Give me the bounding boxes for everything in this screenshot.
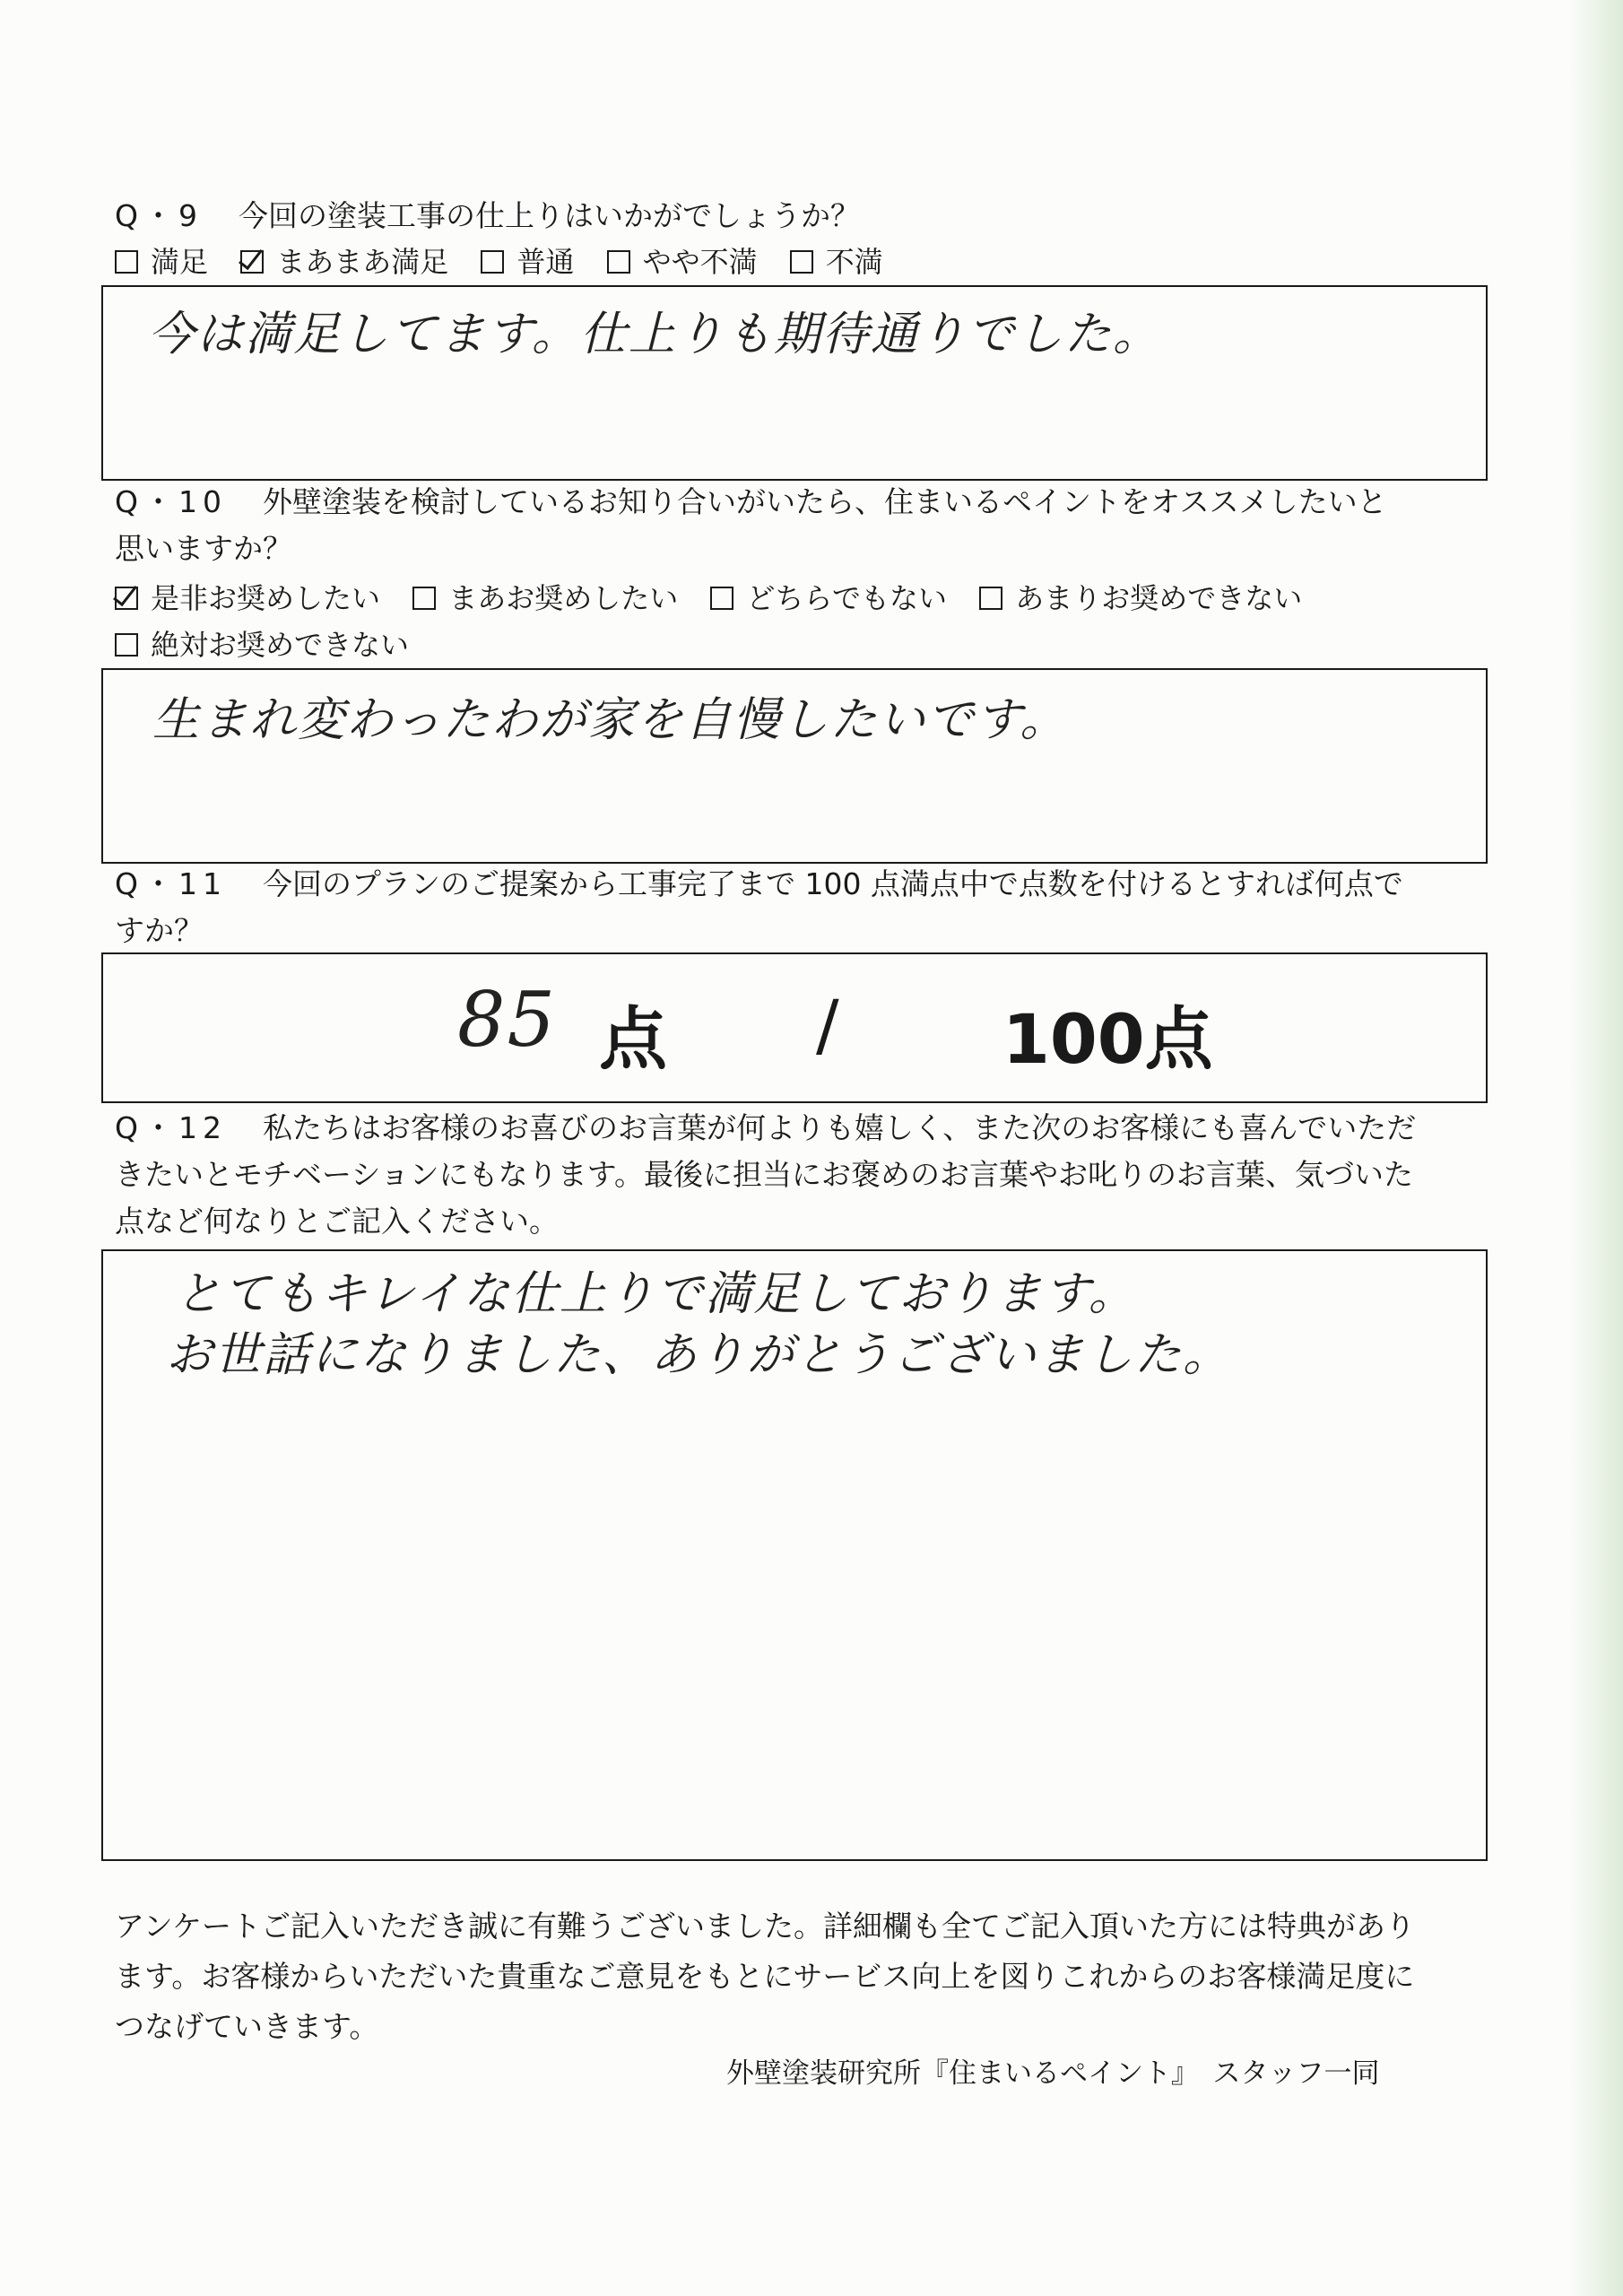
- q10-options-row2: [115, 622, 432, 670]
- q11-text-line2: すか？: [115, 913, 204, 948]
- q10-text-line2: 思いますか？: [115, 531, 292, 566]
- q9-number: Q・9: [115, 198, 203, 233]
- q9-options: [115, 239, 907, 287]
- checkbox[interactable]: [979, 587, 1002, 610]
- checkbox[interactable]: [115, 633, 138, 657]
- q10-option-1[interactable]: 是非お奨めしたい: [115, 575, 380, 622]
- q12-number: Q・12: [115, 1110, 227, 1145]
- q9-option-2[interactable]: まあまあ満足: [240, 239, 448, 285]
- closing-line2: ます。お客様からいただいた貴重なご意見をもとにサービス向上を図りこれからのお客様満足度に: [115, 1959, 1415, 1994]
- q9-option-5[interactable]: 不満: [790, 239, 883, 285]
- q10-text-line1: 外壁塗装を検討しているお知り合いがいたら、住まいるペイントをオススメしたいと: [262, 484, 1387, 519]
- q12-text-line2: きたいとモチベーションにもなります。最後に担当にお褒めのお言葉やお叱りのお言葉、気づいた: [115, 1157, 1414, 1192]
- q12-question-cont2: [115, 1198, 559, 1245]
- q10-option-5[interactable]: 絶対お奨めできない: [115, 622, 409, 668]
- checkbox[interactable]: [115, 250, 138, 274]
- q11-question: [115, 861, 1403, 908]
- paper-edge: [1569, 0, 1623, 2296]
- q11-number: Q・11: [115, 866, 227, 901]
- q11-score-box[interactable]: [101, 952, 1488, 1103]
- checkbox[interactable]: [481, 250, 504, 274]
- q10-question: [115, 479, 1387, 526]
- checkbox[interactable]: [790, 250, 813, 274]
- bleed-through-text: [1193, 1866, 1218, 1901]
- q11-question-cont: [115, 908, 204, 954]
- q9-text: 今回の塗装工事の仕上りはいかがでしょうか？: [238, 198, 860, 233]
- signature: 外壁塗装研究所『住まいるペイント』 スタッフ一同: [726, 2057, 1380, 2090]
- closing-message: [115, 1901, 1514, 2052]
- q9-answer: 今は満足してます。仕上りも期待通りでした。: [148, 308, 1161, 361]
- q10-options-row1: [115, 575, 1325, 623]
- q9-option-1[interactable]: 満足: [115, 239, 208, 285]
- q12-text-line3: 点など何なりとご記入ください。: [115, 1204, 559, 1239]
- q10-question-cont: [115, 526, 292, 572]
- checkbox[interactable]: [710, 587, 733, 610]
- q11-text-line1: 今回のプランのご提案から工事完了まで 100 点満点中で点数を付けるとすれば何点で: [262, 866, 1403, 901]
- checkbox-checked[interactable]: [240, 250, 264, 274]
- q10-answer: 生まれ変わったわが家を自慢したいです。: [152, 693, 1069, 747]
- q9-option-4[interactable]: やや不満: [607, 239, 758, 285]
- q12-question: [115, 1105, 1416, 1152]
- q11-score: 85: [457, 976, 557, 1064]
- q10-option-2[interactable]: まあお奨めしたい: [412, 575, 678, 622]
- closing-line3: つなげていきます。: [115, 2009, 379, 2044]
- q9-option-3[interactable]: 普通: [481, 239, 574, 285]
- checkbox-checked[interactable]: [115, 587, 138, 610]
- q11-max: 100点: [1002, 999, 1213, 1079]
- q12-answer-line2: お世話になりました、ありがとうございました。: [166, 1328, 1232, 1382]
- q10-number: Q・10: [115, 484, 227, 519]
- q10-option-4[interactable]: あまりお奨めできない: [979, 575, 1302, 622]
- closing-line1: アンケートご記入いただき誠に有難うございました。詳細欄も全てご記入頂いた方には特典があり: [115, 1909, 1416, 1944]
- checkbox[interactable]: [607, 250, 630, 274]
- q11-separator: /: [816, 985, 839, 1065]
- q12-question-cont1: [115, 1152, 1413, 1198]
- q12-answer-line1: とてもキレイな仕上りで満足しております。: [175, 1267, 1137, 1321]
- q10-option-3[interactable]: どちらでもない: [710, 575, 947, 622]
- q9-question: [115, 193, 860, 239]
- checkbox[interactable]: [412, 587, 436, 610]
- q12-text-line1: 私たちはお客様のお喜びのお言葉が何よりも嬉しく、また次のお客様にも喜んでいただ: [262, 1110, 1417, 1145]
- q11-unit: 点: [599, 999, 667, 1079]
